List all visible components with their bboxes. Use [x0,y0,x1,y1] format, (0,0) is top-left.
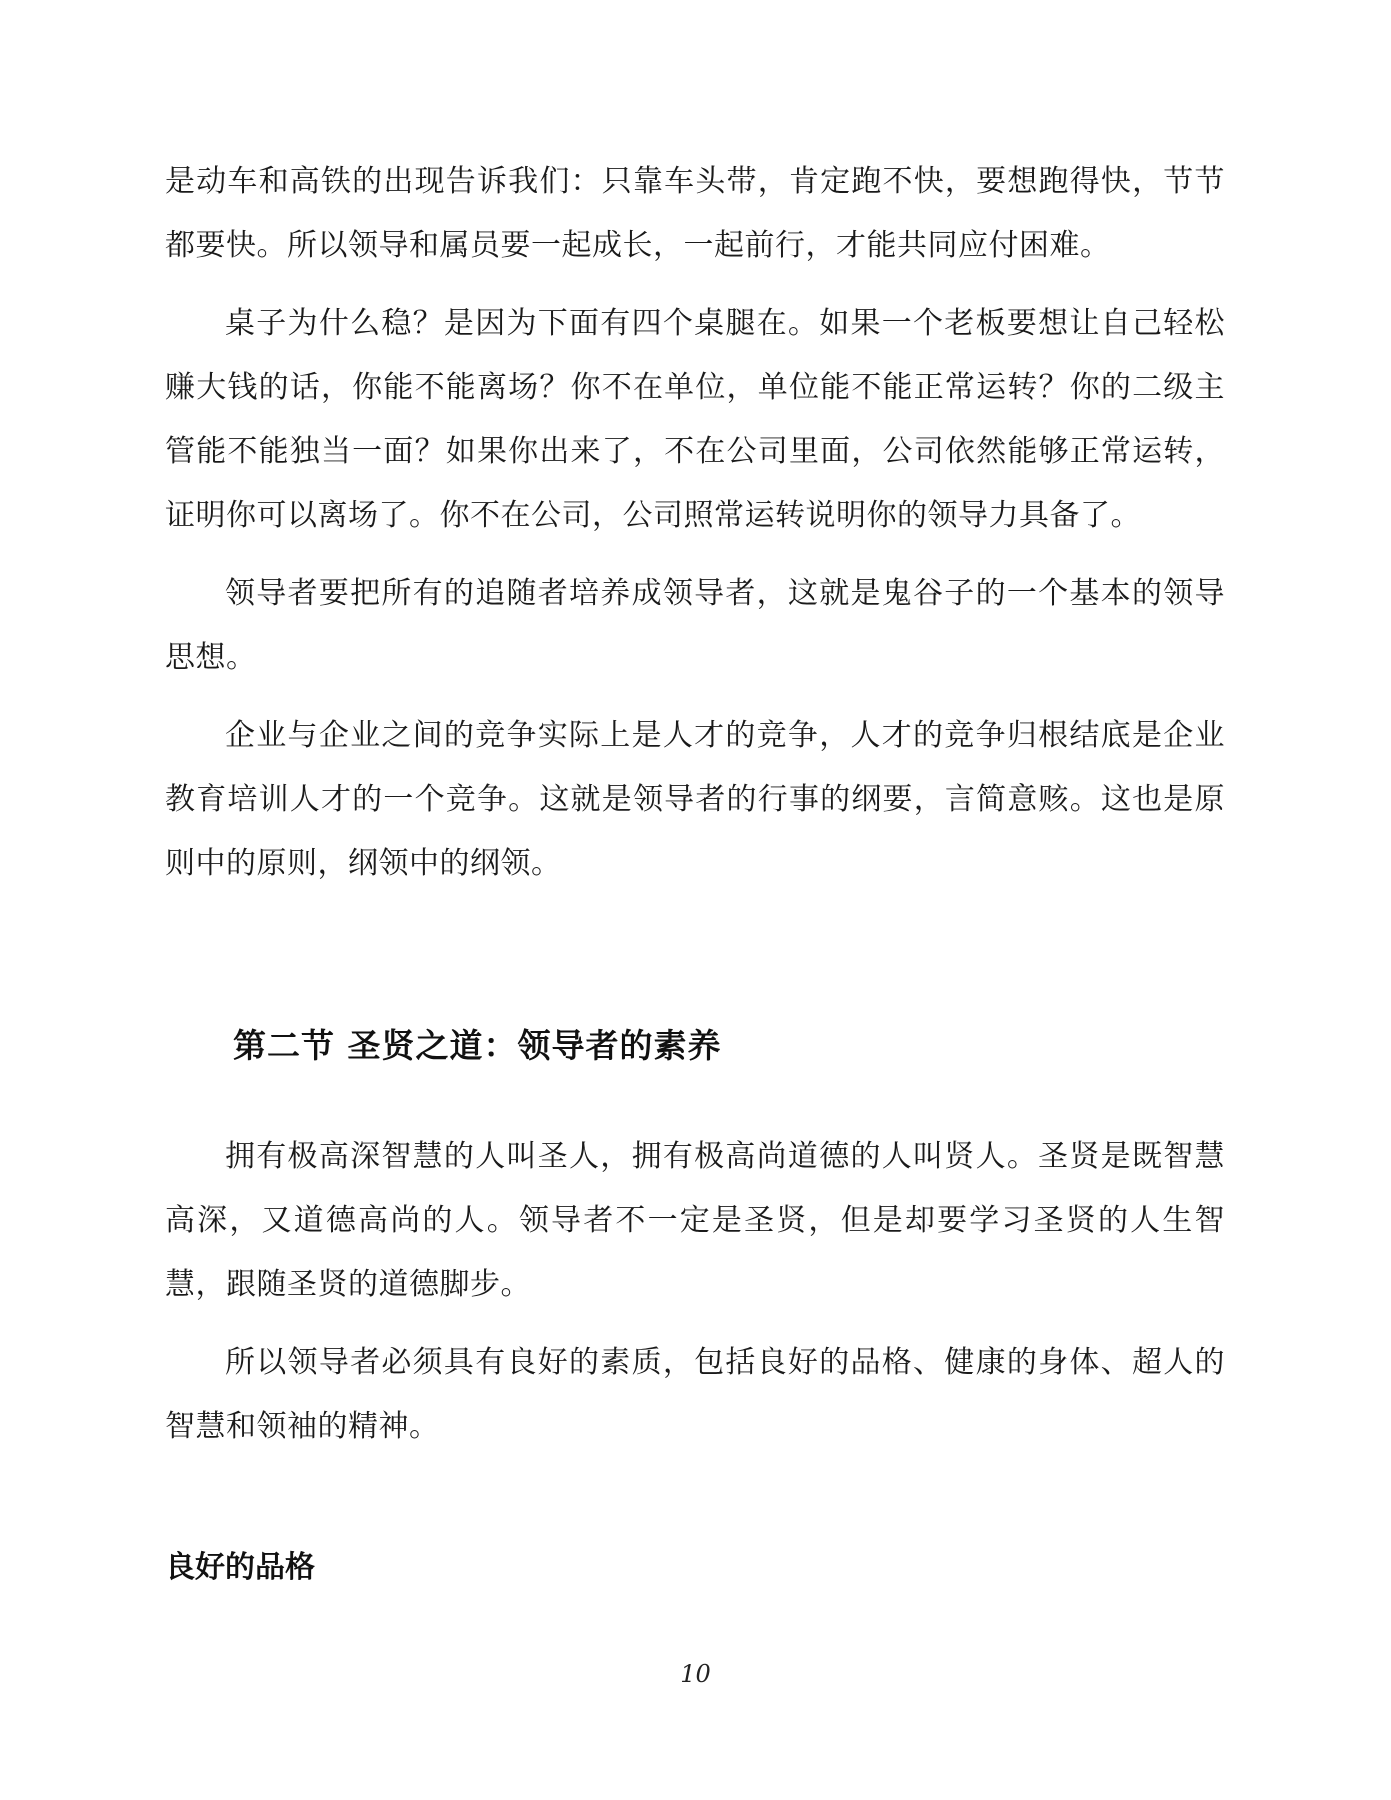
page-number: 10 [680,1660,711,1688]
section-title: 第二节 圣贤之道：领导者的素养 [233,1026,722,1065]
paragraph: 所以领导者必须具有良好的素质，包括良好的品格、健康的身体、超人的智慧和领袖的精神。 [165,1345,1225,1444]
paragraph: 桌子为什么稳？是因为下面有四个桌腿在。如果一个老板要想让自己轻松赚大钱的话，你能不能离场？你不在单位，单位能不能正常运转？你的二级主管能不能独当一面？如果你出来了，不在公司里面，公司依然能够正常运转，证明你可以离场了。你不在公司，公司照常运转说明你的领导力具备了。 [165,306,1225,533]
paragraph-continued: 是动车和高铁的出现告诉我们：只靠车头带，肯定跑不快，要想跑得快，节节都要快。所以领导和属员要一起成长，一起前行，才能共同应付困难。 [165,164,1225,263]
subsection-title: 良好的品格 [165,1550,315,1585]
paragraph: 企业与企业之间的竞争实际上是人才的竞争，人才的竞争归根结底是企业教育培训人才的一个竞争。这就是领导者的行事的纲要，言简意赅。这也是原则中的原则，纲领中的纲领。 [165,718,1225,881]
body-text-bottom [165,1125,1225,1459]
paragraph: 拥有极高深智慧的人叫圣人，拥有极高尚道德的人叫贤人。圣贤是既智慧高深，又道德高尚的人。领导者不一定是圣贤，但是却要学习圣贤的人生智慧，跟随圣贤的道德脚步。 [165,1139,1225,1302]
body-text-top [165,150,1225,896]
paragraph: 领导者要把所有的追随者培养成领导者，这就是鬼谷子的一个基本的领导思想。 [165,576,1225,675]
